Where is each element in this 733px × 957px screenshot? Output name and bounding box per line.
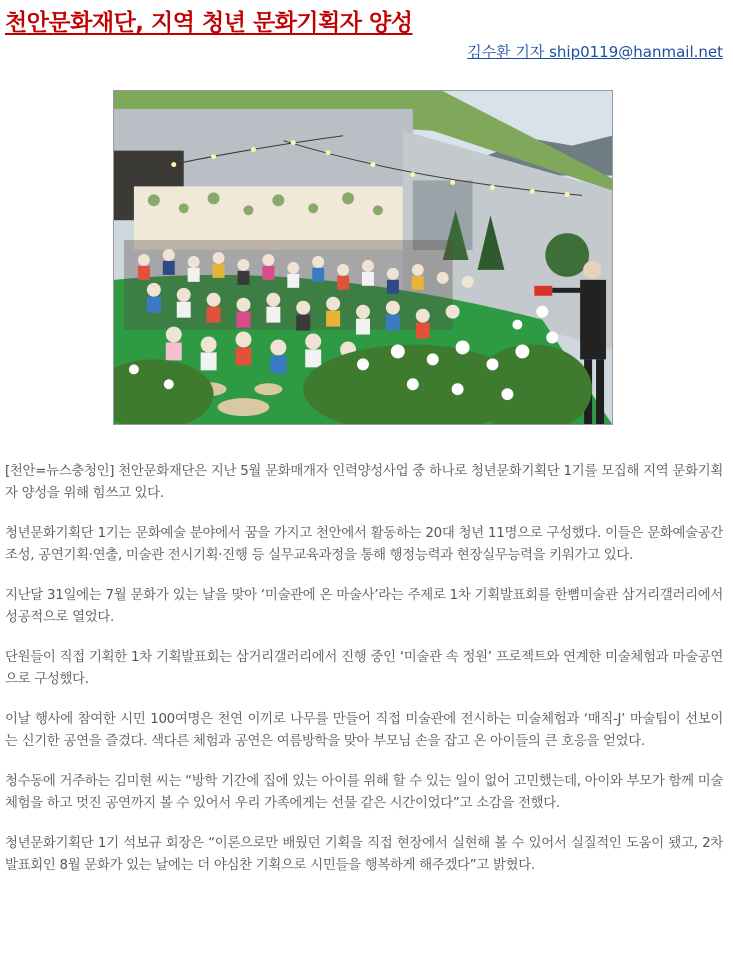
byline-link[interactable]: 김수환 기자 ship0119@hanmail.net (467, 43, 723, 61)
article-body (5, 461, 723, 895)
article-paragraph: 청수동에 거주하는 김미현 씨는 “방학 기간에 집에 있는 아이를 위해 할 수 있는 일이 없어 고민했는데, 아이와 부모가 함께 미술체험을 하고 멋진 공연까지 볼 수 있어서 우리 가족에게는 선물 같은 시간이었다”고 소감을 전했다. (5, 774, 723, 811)
article-paragraph: 지난달 31일에는 7월 문화가 있는 날을 맞아 ‘미술관에 온 마술사’라는 주제로 1차 기획발표회를 한뼘미술관 삼거리갤러리에서 성공적으로 열었다. (5, 588, 723, 625)
article-paragraph: 청년문화기획단 1기 석보규 회장은 “이론으로만 배웠던 기획을 직접 현장에서 실현해 볼 수 있어서 실질적인 도움이 됐고, 2차 발표회인 8월 문화가 있는 날에는 더 야심찬 기획으로 시민들을 행복하게 해주겠다”고 밝혔다. (5, 836, 723, 873)
article-paragraph: [천안=뉴스충청인] 천안문화재단은 지난 5월 문화매개자 인력양성사업 중 하나로 청년문화기획단 1기를 모집해 지역 문화기획자 양성을 위해 힘쓰고 있다. (5, 464, 723, 501)
article-paragraph: 단원들이 직접 기획한 1차 기획발표회는 삼거리갤러리에서 진행 중인 ‘미술관 속 정원’ 프로젝트와 연계한 미술체험과 마술공연으로 구성했다. (5, 650, 723, 687)
article-paragraph: 청년문화기획단 1기는 문화예술 분야에서 꿈을 가지고 천안에서 활동하는 20대 청년 11명으로 구성했다. 이들은 문화예술공간 조성, 공연기획·연출, 미술관 전시기획·진행 등 실무교육과정을 통해 행정능력과 현장실무능력을 키워가고 있다. (5, 526, 723, 563)
photo-rooftop-garden-event-icon (114, 91, 612, 424)
article-paragraph: 이날 행사에 참여한 시민 100여명은 천연 이끼로 나무를 만들어 직접 미술관에 전시하는 미술체험과 ‘매직-J’ 마술팀이 선보이는 신기한 공연을 즐겼다. 색다른 체험과 공연은 여름방학을 맞아 부모님 손을 잡고 온 아이들의 큰 호응을 얻었다. (5, 712, 723, 749)
article-title: 천안문화재단, 지역 청년 문화기획자 양성 (5, 10, 413, 36)
article-photo (113, 90, 613, 425)
